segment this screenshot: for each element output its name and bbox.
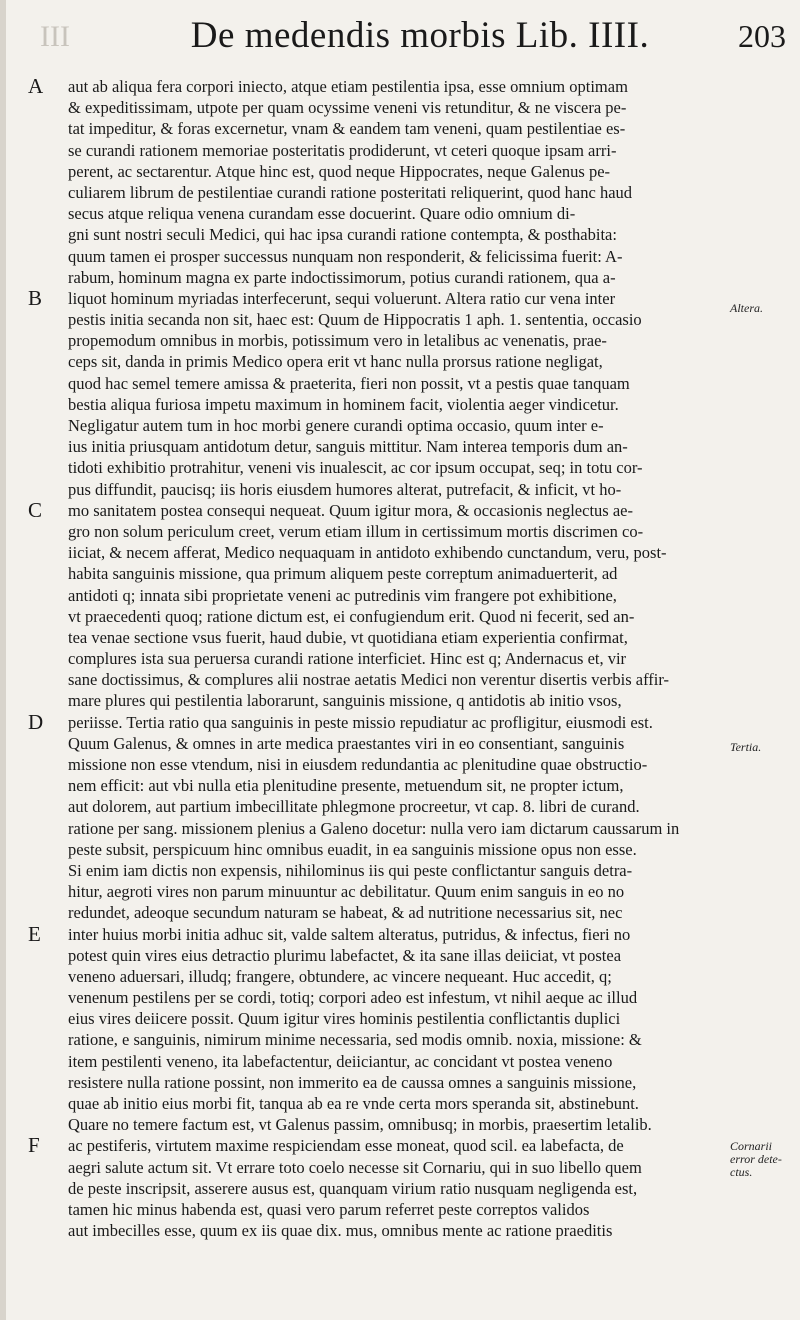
text-line xyxy=(28,76,714,97)
text-line xyxy=(28,394,714,415)
line-text: perent, ac sectarentur. Atque hinc est, quod neque Hippocrates, neque Galenus pe- xyxy=(68,161,611,181)
line-text: de peste inscripsit, asserere ausus est, quanquam virium ratio nusquam negligenda est, xyxy=(68,1178,638,1198)
line-text: iiciat, & necem afferat, Medico nequaquam in antidoto exhibendo cunctandum, veru, post- xyxy=(68,543,667,563)
line-text: bestia aliqua furiosa impetu maximum in hominem facit, violentia aeger vindicetur. xyxy=(68,394,619,414)
line-text: Negligatur autem tum in hoc morbi genere curandi optima occasio, quum inter e- xyxy=(68,416,604,435)
text-line xyxy=(28,585,714,606)
line-text: pus diffundit, paucisq; iis horis eiusdem humores alterat, putrefacit, & inficit, vt ho- xyxy=(68,479,622,499)
section-letter: E xyxy=(28,923,41,945)
line-text: mo sanitatem postea consequi nequeat. Quum igitur mora, & occasionis neglectus ae- xyxy=(68,500,633,520)
text-line xyxy=(28,161,714,182)
line-text: ac pestiferis, virtutem maxime respiciendam esse moneat, quod scil. ea labefacta, de xyxy=(68,1136,624,1156)
line-text: rabum, hominum magna ex parte indoctissimorum, potius curandi rationem, qua a- xyxy=(68,267,616,287)
text-line xyxy=(28,118,714,139)
line-text: tea venae sectione vsus fuerit, haud dubie, vt quotidiana etiam experientia confirmat, xyxy=(68,627,628,647)
line-text: aut imbecilles esse, quum ex iis quae dix. mus, omnibus mente ac ratione praeditis xyxy=(68,1221,613,1241)
text-line xyxy=(28,436,714,457)
line-text: ceps sit, danda in primis Medico opera erit vt hanc nulla prorsus ratione negligat, xyxy=(68,352,603,372)
line-text: quod hac semel temere amissa & praeterita, fieri non possit, vt a pestis quae tanquam xyxy=(68,373,630,393)
text-line xyxy=(28,1008,714,1029)
text-line xyxy=(28,479,714,500)
line-text: quum tamen ei prosper successus nunquam non responderit, & felicissima fuerit: A- xyxy=(68,246,623,266)
margin-note-tertia: Tertia. xyxy=(730,740,762,754)
line-text: resistere nulla ratione possint, non immerito ea de caussa omnes a sanguinis missione, xyxy=(68,1072,637,1092)
line-text: missione non esse vtendum, nisi in eiusdem redundantia ac plenitudine quae obstructio- xyxy=(68,755,648,774)
line-text: tat impeditur, & foras excernetur, vnam & eandem tam veneni, quam pestilentiae es- xyxy=(68,119,626,139)
text-line xyxy=(28,1135,714,1156)
text-line xyxy=(28,500,714,521)
text-line xyxy=(28,521,714,542)
text-line xyxy=(28,140,714,161)
line-text: peste subsit, perspicuum hinc omnibus euadit, in ea sanguinis missione opus non esse. xyxy=(68,839,637,859)
line-text: aut dolorem, aut partium imbecillitate phlegmone procreetur, vt cap. 8. libri de curand. xyxy=(68,797,640,817)
line-text: potest quin vires eius detractio plurimu labefactet, & ita sane illas deiiciat, vt postea xyxy=(68,945,622,965)
line-text: aegri salute actum sit. Vt errare toto coelo necesse sit Cornariu, qui in suo libello quem xyxy=(68,1157,642,1177)
running-head xyxy=(40,14,790,74)
section-letter: A xyxy=(28,76,44,98)
line-text: complures ista sua peruersa curandi ratione interficiet. Hinc est q; Andernacus et, vir xyxy=(68,649,627,669)
text-line xyxy=(28,966,714,987)
line-text: eius vires deiicere possit. Quum igitur vires hominis pestilentia conflictantis duplici xyxy=(68,1009,621,1029)
line-text: ratione, e sanguinis, nimirum minime necessaria, sed modis omnib. noxia, missione: & xyxy=(68,1030,642,1050)
text-line xyxy=(28,733,714,754)
text-line xyxy=(28,945,714,966)
text-line xyxy=(28,669,714,690)
text-line xyxy=(28,839,714,860)
text-line xyxy=(28,606,714,627)
line-text: sane doctissimus, & complures alii nostrae aetatis Medici non verentur disertis verbis affir- xyxy=(68,670,670,690)
line-text: culiarem librum de pestilentiae curandi ratione posteritati reliquerint, quod hanc haud xyxy=(68,182,633,202)
line-text: aut ab aliqua fera corpori iniecto, atque etiam pestilentia ipsa, esse omnium optimam xyxy=(68,77,628,96)
line-text: liquot hominum myriadas interfecerunt, sequi voluerunt. Altera ratio cur vena inter xyxy=(68,288,616,308)
section-letter: F xyxy=(28,1135,40,1157)
section-letter: D xyxy=(28,711,44,733)
text-line xyxy=(28,1220,714,1241)
line-text: tamen hic minus habenda est, quasi vero parum referret peste correptos validos xyxy=(68,1199,590,1219)
text-line xyxy=(28,860,714,881)
text-line xyxy=(28,1029,714,1050)
line-text: antidoti q; innata sibi proprietate veneni ac putredinis vim frangere pot exhibitione, xyxy=(68,585,617,605)
text-line xyxy=(28,542,714,563)
text-line xyxy=(28,627,714,648)
text-line xyxy=(28,902,714,923)
text-line xyxy=(28,1157,714,1178)
line-text: propemodum omnibus in morbis, potissimum vero in letalibus ac venenatis, prae- xyxy=(68,331,607,351)
line-text: periisse. Tertia ratio qua sanguinis in peste missio repudiatur ac profligitur, eiusmodi est. xyxy=(68,712,653,732)
text-line xyxy=(28,796,714,817)
line-text: Quum Galenus, & omnes in arte medica praestantes viri in eo consentiant, sanguinis xyxy=(68,733,625,753)
line-text: Quare no temere factum est, vt Galenus passim, omnibusq; in morbis, praesertim letalib. xyxy=(68,1115,652,1135)
line-text: quae ab initio eius morbi fit, tanqua ab ea re vnde certa mors speranda sit, abstinebunt. xyxy=(68,1094,639,1113)
line-text: item pestilenti veneno, ita labefactentur, deiiciantur, ac concidant vt postea veneno xyxy=(68,1051,613,1071)
text-line xyxy=(28,818,714,839)
page-number: 203 xyxy=(738,18,786,54)
text-line xyxy=(28,267,714,288)
text-line xyxy=(28,457,714,478)
line-text: venenum pestilens per se cordi, totiq; corpori adeo est infestum, vt nihil aeque ac illud xyxy=(68,988,638,1008)
line-text: habita sanguinis missione, qua primum aliquem peste correptum animaduerterit, ad xyxy=(68,564,618,584)
line-text: gni sunt nostri seculi Medici, qui hac ipsa curandi ratione contempta, & posthabita: xyxy=(68,225,617,245)
text-line xyxy=(28,1072,714,1093)
text-line xyxy=(28,690,714,711)
text-line xyxy=(28,330,714,351)
text-line xyxy=(28,351,714,372)
text-line xyxy=(28,924,714,945)
line-text: tidoti exhibitio protrahitur, veneni vis inualescit, ac cor ipsum occupat, seq; in totu cor- xyxy=(68,458,643,478)
line-text: mare plures qui pestilentia laborarunt, sanguinis missione, q antidotis ab initio vsos, xyxy=(68,691,622,711)
line-text: nem efficit: aut vbi nulla etia plenitudine presente, metuendum sit, ne propter ictum, xyxy=(68,776,624,796)
text-line xyxy=(28,1114,714,1135)
line-text: Si enim iam dictis non expensis, nihilominus iis qui peste conflictantur sanguis detra- xyxy=(68,860,633,880)
page-binding-shadow xyxy=(0,0,6,1320)
text-line xyxy=(28,1093,714,1114)
line-text: ratione per sang. missionem plenius a Galeno docetur: nulla vero iam dictarum caussarum in xyxy=(68,818,680,838)
line-text: pestis initia secanda non sit, haec est: Quum de Hippocratis 1 aph. 1. sententia, occasio xyxy=(68,310,642,330)
margin-note-cornarii: Cornarii error dete-ctus. xyxy=(730,1139,782,1179)
running-head-title: De medendis morbis Lib. IIII. xyxy=(190,15,650,56)
line-text: secus atque reliqua venena curandam esse docuerint. Quare odio omnium di- xyxy=(68,204,576,224)
text-line xyxy=(28,648,714,669)
text-line xyxy=(28,775,714,796)
text-line xyxy=(28,563,714,584)
text-line xyxy=(28,373,714,394)
text-line xyxy=(28,712,714,733)
text-line xyxy=(28,1051,714,1072)
text-line xyxy=(28,881,714,902)
margin-note-altera: Altera. xyxy=(730,301,763,315)
text-line xyxy=(28,97,714,118)
text-line xyxy=(28,1199,714,1220)
text-line xyxy=(28,246,714,267)
line-text: redundet, adeoque secundum naturam se habeat, & ad nutritione necessarius sit, nec xyxy=(68,903,623,923)
line-text: se curandi rationem memoriae posteritatis prodiderunt, vt ceteri quoque ipsam arri- xyxy=(68,140,617,160)
text-line xyxy=(28,987,714,1008)
text-line xyxy=(28,309,714,330)
line-text: gro non solum periculum creet, verum etiam illum in certissimum mortis discrimen co- xyxy=(68,521,644,541)
text-line xyxy=(28,224,714,245)
running-head-mark: III xyxy=(40,20,70,53)
text-line xyxy=(28,1178,714,1199)
section-letter: C xyxy=(28,499,43,521)
line-text: veneno aduersari, illudq; frangere, obtundere, ac vincere nequeant. Huc accedit, q; xyxy=(68,966,612,986)
text-line xyxy=(28,288,714,309)
line-text: vt praecedenti quoq; ratione dictum est, ei confugiendum erit. Quod ni fecerit, sed an- xyxy=(68,606,635,626)
section-letter: B xyxy=(28,287,43,310)
text-line xyxy=(28,182,714,203)
line-text: inter huius morbi initia adhuc sit, valde saltem alteratus, putridus, & infectus, fieri no xyxy=(68,924,631,944)
text-line xyxy=(28,754,714,775)
line-text: ius initia priusquam antidotum detur, sanguis mittitur. Nam interea temporis dum an- xyxy=(68,437,628,457)
text-line xyxy=(28,203,714,224)
line-text: & expeditissimam, utpote per quam ocyssime veneni vis retunditur, & ne viscera pe- xyxy=(68,98,627,118)
line-text: hitur, aegroti vires non parum minuuntur ac debilitatur. Quum enim sanguis in eo no xyxy=(68,882,625,902)
text-line xyxy=(28,415,714,436)
body-text xyxy=(28,76,714,1241)
